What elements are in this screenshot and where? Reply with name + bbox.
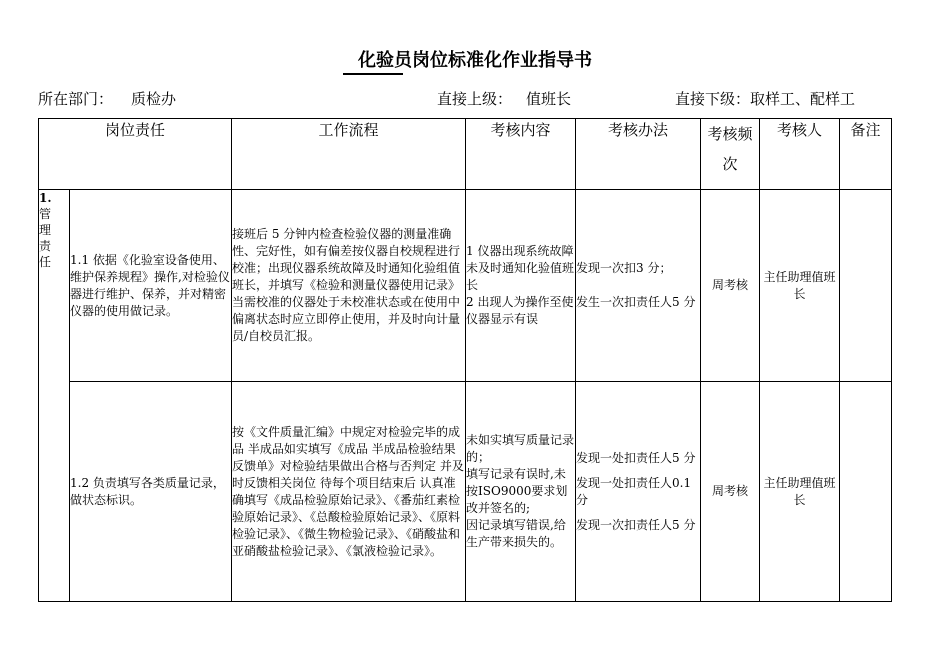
header-method: 考核办法 [576,119,701,190]
method-item: 发现一处扣责任人5 分 [576,450,696,465]
frequency-cell: 周考核 [701,382,760,602]
department-value: 质检办 [131,90,177,108]
spacer [576,467,700,475]
section-char: 管 [39,207,52,221]
content-item: 填写记录有误时,未按ISO9000要求划改并签名的; [466,467,568,515]
header-flow: 工作流程 [232,119,466,190]
spacer [576,277,700,294]
content-item: 因记录填写错误,给生产带来损失的。 [466,518,566,549]
superior-label: 直接上级： [437,90,513,108]
content-cell [466,190,576,382]
superior-value: 值班长 [526,90,572,108]
header-frequency [701,119,760,190]
superior-line [437,88,571,109]
header-duty: 岗位责任 [39,119,232,190]
assessor-cell: 主任助理值班长 [760,382,840,602]
section-char: 任 [39,255,52,269]
header-remark: 备注 [840,119,892,190]
department-line [38,88,176,109]
assessor-cell: 主任助理值班长 [760,190,840,382]
table-row [39,382,892,602]
flow-cell: 接班后 5 分钟内检查检验仪器的测量准确性、完好性，如有偏差按仪器自校规程进行校准；出现仪器系统故障及时通知化验组值班长，并填写《检验和测量仪器使用记录》当需校准的仪器处于未校准状态或在使用中偏离状态时应立即停止使用，并及时向计量员/自校员汇报。 [232,190,466,382]
header-row [39,119,892,190]
method-cell [576,382,701,602]
method-item: 发生一次扣责任人5 分 [576,295,696,309]
content-item: 未如实填写质量记录的； [466,433,575,464]
method-item: 发现一次扣责任人5 分 [576,517,696,532]
method-cell [576,190,701,382]
header-frequency-line1: 考核频 [707,125,753,143]
content-cell [466,382,576,602]
remark-cell [840,190,892,382]
duty-cell: 1.2 负责填写各类质量记录，做状态标识。 [70,382,232,602]
duty-cell: 1.1 依据《化验室设备使用、维护保养规程》操作,对检验仪器进行维护、保养，并对精密仪器的使用做记录。 [70,190,232,382]
section-char: 责 [39,239,52,253]
department-label: 所在部门： [38,90,114,108]
frequency-cell: 周考核 [701,190,760,382]
method-item: 发现一次扣3 分； [576,261,672,275]
section-cell [39,190,70,602]
title-underline [343,73,403,75]
document-title: 化验员岗位标准化作业指导书 [358,50,592,71]
section-number: 1. [39,191,52,205]
section-char: 理 [39,223,52,237]
flow-cell: 按《文件质量汇编》中规定对检验完毕的成品 半成品如实填写《成品 半成品检验结果反馈单》对检验结果做出合格与否判定 并及时反馈相关岗位 待每个项目结束后 认真准确填写《成品检验原始记录》、《番茄红素检验原始记录》、《总酸检验原始记录》、《原料检验记录》、《微生物检验记录》、《硝酸盐和亚硝酸盐检验记录》、《氯液检验记录》。 [232,382,466,602]
content-item: 2 出现人为操作至使仪器显示有误 [466,295,574,326]
spacer [576,509,700,517]
method-item: 发现一处扣责任人0.1 分 [576,475,692,507]
header-assessor: 考核人 [760,119,840,190]
duty-table [38,118,892,602]
subordinate-line: 直接下级：取样工、配样工 [675,90,856,108]
header-content: 考核内容 [466,119,576,190]
header-frequency-line2: 次 [722,155,738,173]
content-item: 1 仪器出现系统故障未及时通知化验值班长 [466,244,575,292]
table-row [39,190,892,382]
remark-cell [840,382,892,602]
